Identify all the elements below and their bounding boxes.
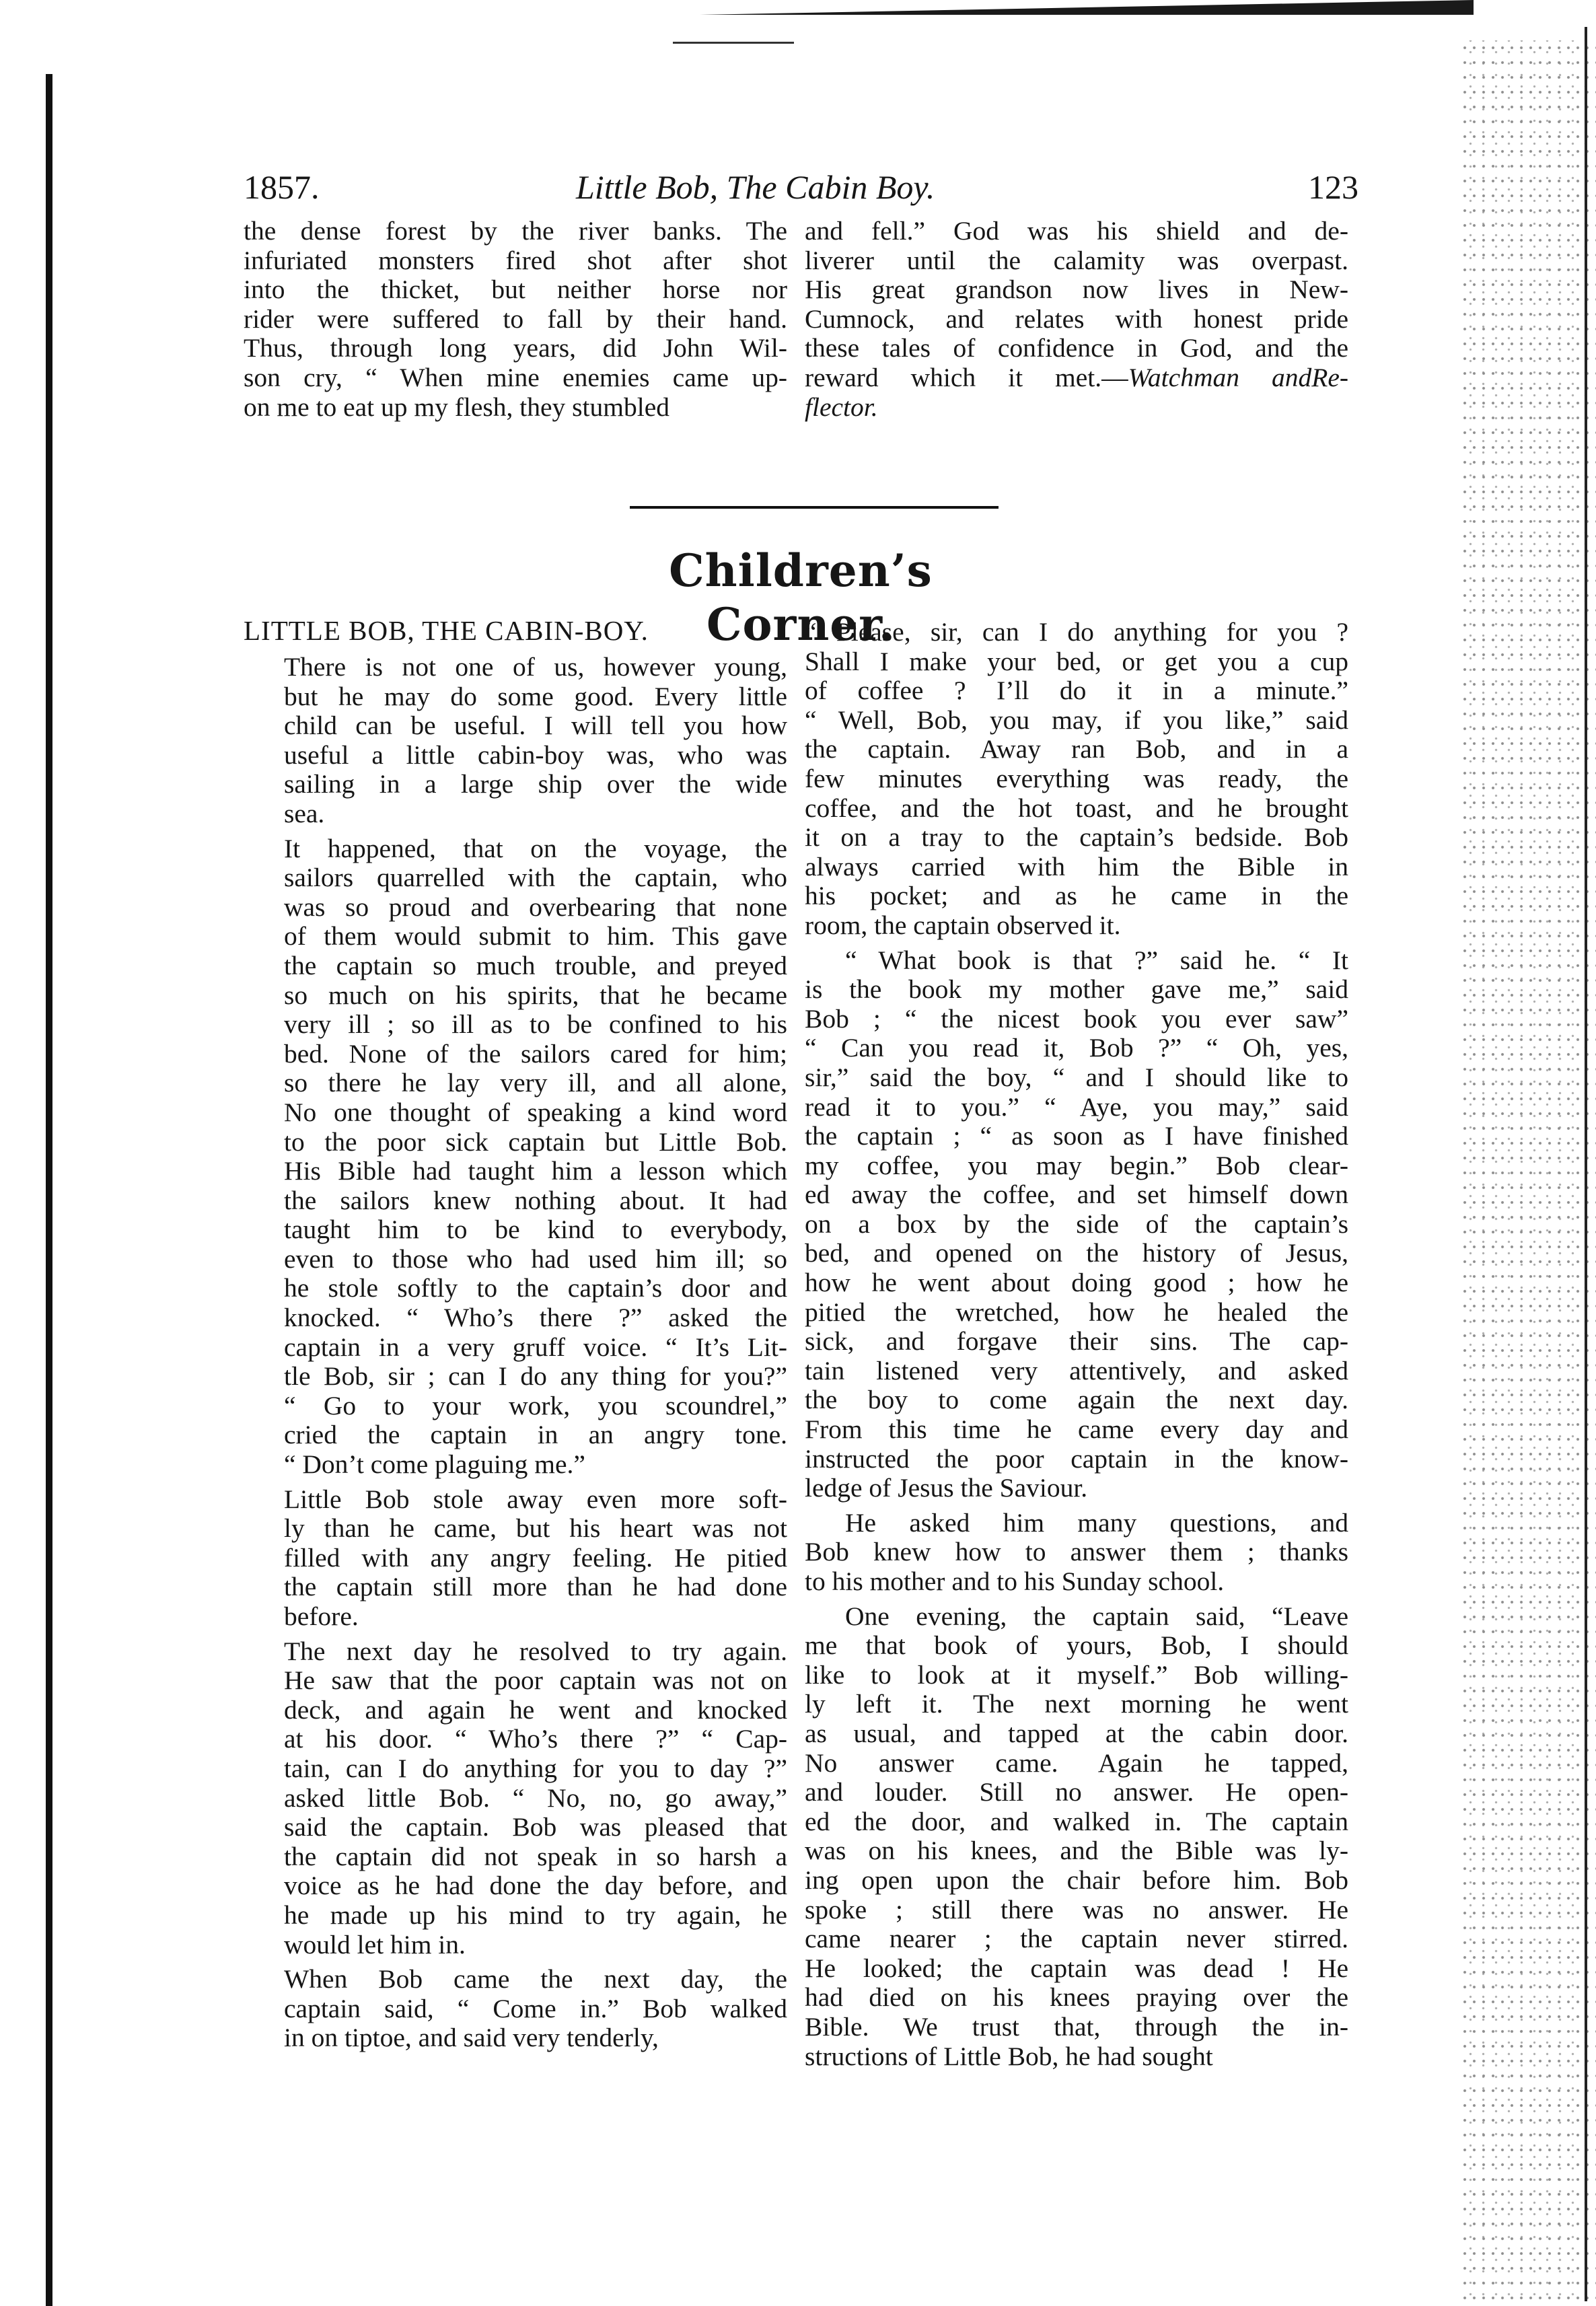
text-line: reward which it met.—Watchman andRe- xyxy=(805,362,1349,392)
source-credit: flector. xyxy=(805,392,878,422)
section-divider-rule xyxy=(630,506,999,509)
previous-article-left-column xyxy=(244,217,787,422)
text-line: voice as he had done the day before, and xyxy=(284,1871,787,1901)
text-line: and fell.” God was his shield and de- xyxy=(805,216,1348,246)
text-line: room, the captain observed it. xyxy=(805,910,1121,940)
text-line: my coffee, you may begin.” Bob clear- xyxy=(805,1150,1348,1180)
text-line: “ What book is that ?” said he. “ It xyxy=(845,945,1348,975)
text-line: on a box by the side of the captain’s xyxy=(805,1209,1348,1239)
text-line: very ill ; so ill as to be confined to his xyxy=(284,1009,787,1040)
text-line: he made up his mind to try again, he xyxy=(284,1900,787,1930)
text-line: and louder. Still no answer. He open- xyxy=(805,1777,1348,1807)
text-line: cried the captain in an angry tone. xyxy=(284,1420,787,1450)
source-credit: Watchman andRe- xyxy=(1128,362,1349,392)
text-line: It happened, that on the voyage, the xyxy=(284,833,787,863)
text-line: sir,” said the boy, “ and I should like to xyxy=(805,1062,1348,1092)
text-line: even to those who had used him ill; so xyxy=(284,1244,787,1274)
text-line: he stole softly to the captain’s door and xyxy=(284,1273,787,1303)
text-line: taught him to be kind to everybody, xyxy=(284,1215,787,1245)
paragraph xyxy=(805,618,1348,941)
paragraph xyxy=(805,946,1348,1503)
top-thin-rule xyxy=(673,42,794,44)
text-line: Shall I make your bed, or get you a cup xyxy=(805,646,1348,676)
text-line: Little Bob stole away even more soft- xyxy=(284,1484,787,1514)
text-line: coffee, and the hot toast, and he brought xyxy=(805,793,1348,823)
text-line: the captain. Away ran Bob, and in a xyxy=(805,734,1348,764)
text-line: “ Go to your work, you scoundrel,” xyxy=(284,1390,787,1420)
text-line: ly left it. The next morning he went xyxy=(805,1689,1348,1719)
text-line: so much on his spirits, that he became xyxy=(284,980,787,1010)
text-line: When Bob came the next day, the xyxy=(284,1964,787,1994)
text-line: was on his knees, and the Bible was ly- xyxy=(805,1836,1348,1866)
text-line: spoke ; still there was no answer. He xyxy=(805,1894,1348,1924)
text-line: One evening, the captain said, “Leave xyxy=(845,1601,1348,1631)
text-line: before. xyxy=(284,1601,359,1631)
text-line: ledge of Jesus the Saviour. xyxy=(805,1473,1088,1503)
text-line: of them would submit to him. This gave xyxy=(284,921,787,951)
text-line: sailors quarrelled with the captain, who xyxy=(284,863,787,893)
text-line: infuriated monsters fired shot after shot xyxy=(244,245,787,275)
text-line: the captain so much trouble, and preyed xyxy=(284,950,787,980)
text-line: as usual, and tapped at the cabin door. xyxy=(805,1718,1348,1748)
story-right-column xyxy=(805,618,1348,2071)
paragraph xyxy=(244,1485,787,1632)
text-line: to his mother and to his Sunday school. xyxy=(805,1566,1225,1596)
text-line: at his door. “ Who’s there ?” “ Cap- xyxy=(284,1724,787,1754)
paragraph xyxy=(244,1965,787,2053)
text-line: the captain ; “ as soon as I have finished xyxy=(805,1121,1348,1151)
text-line: child can be useful. I will tell you how xyxy=(284,711,787,741)
text-line: the captain did not speak in so harsh a xyxy=(284,1841,787,1871)
text-line: tain listened very attentively, and asked xyxy=(805,1355,1348,1385)
text-line: son cry, “ When mine enemies came up- xyxy=(244,362,787,392)
text-line: the sailors knew nothing about. It had xyxy=(284,1185,787,1215)
text-line: His Bible had taught him a lesson which xyxy=(284,1156,787,1186)
text-line: was so proud and overbearing that none xyxy=(284,892,787,922)
text-line: bed. None of the sailors cared for him; xyxy=(284,1038,787,1069)
header-year: 1857. xyxy=(244,168,320,206)
text-line: sailing in a large ship over the wide xyxy=(284,769,787,799)
paragraph xyxy=(805,1509,1348,1597)
paragraph xyxy=(244,217,787,422)
text-line: had died on his knees praying over the xyxy=(805,1982,1348,2013)
text-line: captain in a very gruff voice. “ It’s Lit- xyxy=(284,1332,787,1362)
text-line: bed, and opened on the history of Jesus, xyxy=(805,1238,1348,1268)
story-title: LITTLE BOB, THE CABIN-BOY. xyxy=(244,615,649,646)
text-line: ing open upon the chair before him. Bob xyxy=(805,1865,1348,1895)
story-left-body xyxy=(244,653,787,2053)
text-line: ed the door, and walked in. The captain xyxy=(805,1806,1348,1836)
text-line: is the book my mother gave me,” said xyxy=(805,974,1348,1005)
previous-article-right-column xyxy=(805,217,1348,422)
text-line: of coffee ? I’ll do it in a minute.” xyxy=(805,676,1348,706)
paragraph xyxy=(805,217,1348,422)
top-border-rule xyxy=(700,0,1474,15)
text-line: liverer until the calamity was overpast. xyxy=(805,245,1348,275)
text-line: He looked; the captain was dead ! He xyxy=(805,1953,1348,1983)
text-line: ly than he came, but his heart was not xyxy=(284,1513,787,1544)
text-line: He saw that the poor captain was not on xyxy=(284,1665,787,1696)
text-line: the captain still more than he had done xyxy=(284,1572,787,1602)
right-scan-noise xyxy=(1460,40,1596,2301)
text-line: his pocket; and as he came in the xyxy=(805,881,1348,911)
right-page-edge xyxy=(1585,27,1587,2301)
text-line: tle Bob, sir ; can I do any thing for you?” xyxy=(284,1361,787,1392)
text-line: Cumnock, and relates with honest pride xyxy=(805,303,1348,334)
text-line: tain, can I do anything for you to day ?” xyxy=(284,1753,787,1783)
text-line: instructed the poor captain in the know- xyxy=(805,1443,1348,1474)
text-line: From this time he came every day and xyxy=(805,1414,1348,1445)
text-line: useful a little cabin-boy was, who was xyxy=(284,740,787,770)
text-line: captain said, “ Come in.” Bob walked xyxy=(284,1993,787,2023)
text-line: pitied the wretched, how he healed the xyxy=(805,1297,1348,1327)
text-line: the dense forest by the river banks. The xyxy=(244,216,787,246)
text-line: No answer came. Again he tapped, xyxy=(805,1747,1348,1778)
text-line: No one thought of speaking a kind word xyxy=(284,1097,787,1127)
text-line: filled with any angry feeling. He pitied xyxy=(284,1542,787,1573)
text-line: so there he lay very ill, and all alone, xyxy=(284,1068,787,1098)
text-line: on me to eat up my flesh, they stumbled xyxy=(244,392,669,422)
text-line: me that book of yours, Bob, I should xyxy=(805,1630,1348,1661)
text-line: how he went about doing good ; how he xyxy=(805,1268,1348,1298)
text-line: always carried with him the Bible in xyxy=(805,851,1348,881)
paragraph xyxy=(244,653,787,829)
story-left-column xyxy=(244,614,787,2053)
text-line: ed away the coffee, and set himself down xyxy=(805,1180,1348,1210)
paragraph xyxy=(244,1637,787,1960)
text-line: The next day he resolved to try again. xyxy=(284,1636,787,1666)
text-line: He asked him many questions, and xyxy=(845,1507,1348,1538)
text-line: knocked. “ Who’s there ?” asked the xyxy=(284,1303,787,1333)
text-line: sea. xyxy=(284,798,325,828)
text-line: would let him in. xyxy=(284,1929,466,1959)
paragraph xyxy=(244,834,787,1480)
text-line: “ Can you read it, Bob ?” “ Oh, yes, xyxy=(805,1033,1348,1063)
text-line: but he may do some good. Every little xyxy=(284,681,787,711)
text-line: into the thicket, but neither horse nor xyxy=(244,275,787,305)
text-line: to the poor sick captain but Little Bob. xyxy=(284,1126,787,1157)
text-line: it on a tray to the captain’s bedside. Bob xyxy=(805,822,1348,853)
paragraph xyxy=(805,1602,1348,2072)
text-line: “ Well, Bob, you may, if you like,” said xyxy=(805,705,1348,735)
page-number: 123 xyxy=(1308,168,1358,206)
text-line: sick, and forgave their sins. The cap- xyxy=(805,1326,1348,1357)
text-line: deck, and again he went and knocked xyxy=(284,1694,787,1725)
text-line: structions of Little Bob, he had sought xyxy=(805,2041,1213,2071)
running-title: Little Bob, The Cabin Boy. xyxy=(576,168,935,206)
text-line: few minutes everything was ready, the xyxy=(805,763,1348,793)
text-line: There is not one of us, however young, xyxy=(284,652,787,682)
text-line: asked little Bob. “ No, no, go away,” xyxy=(284,1782,787,1813)
text-line: the boy to come again the next day. xyxy=(805,1385,1348,1415)
text-line: these tales of confidence in God, and the xyxy=(805,333,1348,363)
section-heading: Children’s Corner. xyxy=(669,544,933,651)
left-binding-edge xyxy=(46,74,52,2306)
text-line: rider were suffered to fall by their hand. xyxy=(244,303,787,334)
text-line: in on tiptoe, and said very tenderly, xyxy=(284,2023,659,2053)
text-line: Bob ; “ the nicest book you ever saw” xyxy=(805,1003,1348,1034)
text-line: His great grandson now lives in New- xyxy=(805,275,1348,305)
text-line: came nearer ; the captain never stirred. xyxy=(805,1924,1348,1954)
text-line: “ Don’t come plaguing me.” xyxy=(284,1449,585,1480)
text-line: Bob knew how to answer them ; thanks xyxy=(805,1537,1348,1567)
text-line: Bible. We trust that, through the in- xyxy=(805,2011,1348,2042)
text-line: “ Please, sir, can I do anything for you ? xyxy=(805,617,1348,647)
text-line: Thus, through long years, did John Wil- xyxy=(244,333,787,363)
text-line: said the captain. Bob was pleased that xyxy=(284,1812,787,1842)
text-line: read it to you.” “ Aye, you may,” said xyxy=(805,1091,1348,1122)
text-line: like to look at it myself.” Bob willing- xyxy=(805,1659,1348,1690)
